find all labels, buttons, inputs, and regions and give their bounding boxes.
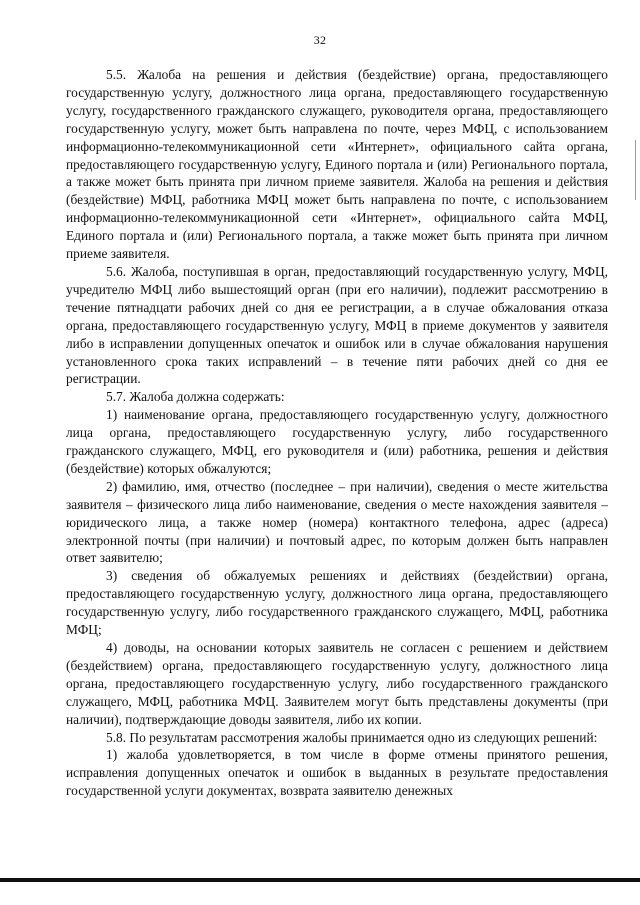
paragraph-5-8-heading: 5.8. По результатам рассмотрения жалобы принимается одно из следующих решений: (106, 729, 598, 745)
paragraph-5-5: 5.5. Жалоба на решения и действия (бездействие) органа, предоставляющего государственную услугу, должностного лица органа, предоставляющего государственную услугу, государственного гражданского служащего, руководителя органа, предоставляющего государственную услугу, может быть направлена по почте, через МФЦ, с использованием информационно-телекоммуникационной сети «Интернет», официального сайта органа, предоставляющего государственную услугу, Единого портала и (или) Регионального портала, а также может быть принята при личном приеме заявителя. Жалоба на решения и действия (бездействие) МФЦ, работника МФЦ может быть направлена по почте, с использованием информационно-телекоммуникационной сети «Интернет», официального сайта МФЦ, Единого портала и (или) Регионального портала, а также может быть принята при личном приеме заявителя. (66, 67, 608, 262)
scan-edge-mark (635, 140, 636, 200)
paragraph-5-7-heading: 5.7. Жалоба должна содержать: (106, 389, 285, 405)
paragraph-5-6: 5.6. Жалоба, поступившая в орган, предоставляющий государственную услугу, МФЦ, учредителю МФЦ либо вышестоящий орган (при его наличии), подлежит рассмотрению в течение пятнадцати рабочих дней со дня ее регистрации, а в случае обжалования отказа органа, предоставляющего государственную услугу, МФЦ в приеме документов у заявителя либо в исправлении допущенных опечаток и ошибок или в случае обжалования нарушения установленного срока таких исправлений – в течение пяти рабочих дней со дня ее регистрации. (66, 263, 608, 387)
paragraph-5-7-item-3: 3) сведения об обжалуемых решениях и действиях (бездействии) органа, предоставляющего государственную услугу, должностного лица органа, предоставляющего государственную услугу, либо государственного гражданского служащего, МФЦ, работника МФЦ; (66, 568, 608, 638)
bottom-scan-border (0, 878, 640, 882)
document-body (66, 66, 608, 800)
paragraph-5-7-item-2: 2) фамилию, имя, отчество (последнее – при наличии), сведения о месте жительства заявителя – физического лица либо наименование, сведения о месте нахождения заявителя – юридического лица, а также номер (номера) контактного телефона, адрес (адреса) электронной почты (при наличии) и почтовый адрес, по которым должен быть направлен ответ заявителю; (66, 478, 608, 566)
paragraph-5-7-item-1: 1) наименование органа, предоставляющего государственную услугу, должностного лица органа, предоставляющего государственную услугу, либо государственного гражданского служащего, МФЦ, его руководителя и (или) работника, решения и действия (бездействие) которых обжалуются; (66, 407, 608, 476)
page-number: 32 (313, 33, 327, 47)
paragraph-5-8-item-1: 1) жалоба удовлетворяется, в том числе в форме отмены принятого решения, исправления допущенных опечаток и ошибок в выданных в результате предоставления государственной услуги документах, возврата заявителю денежных (66, 747, 608, 799)
paragraph-5-7-item-4: 4) доводы, на основании которых заявитель не согласен с решением и действием (бездействием) органа, предоставляющего государственную услугу, должностного лица органа, предоставляющего государственную услугу, либо государственного гражданского служащего, МФЦ, работника МФЦ. Заявителем могут быть представлены документы (при наличии), подтверждающие доводы заявителя, либо их копии. (66, 640, 608, 727)
